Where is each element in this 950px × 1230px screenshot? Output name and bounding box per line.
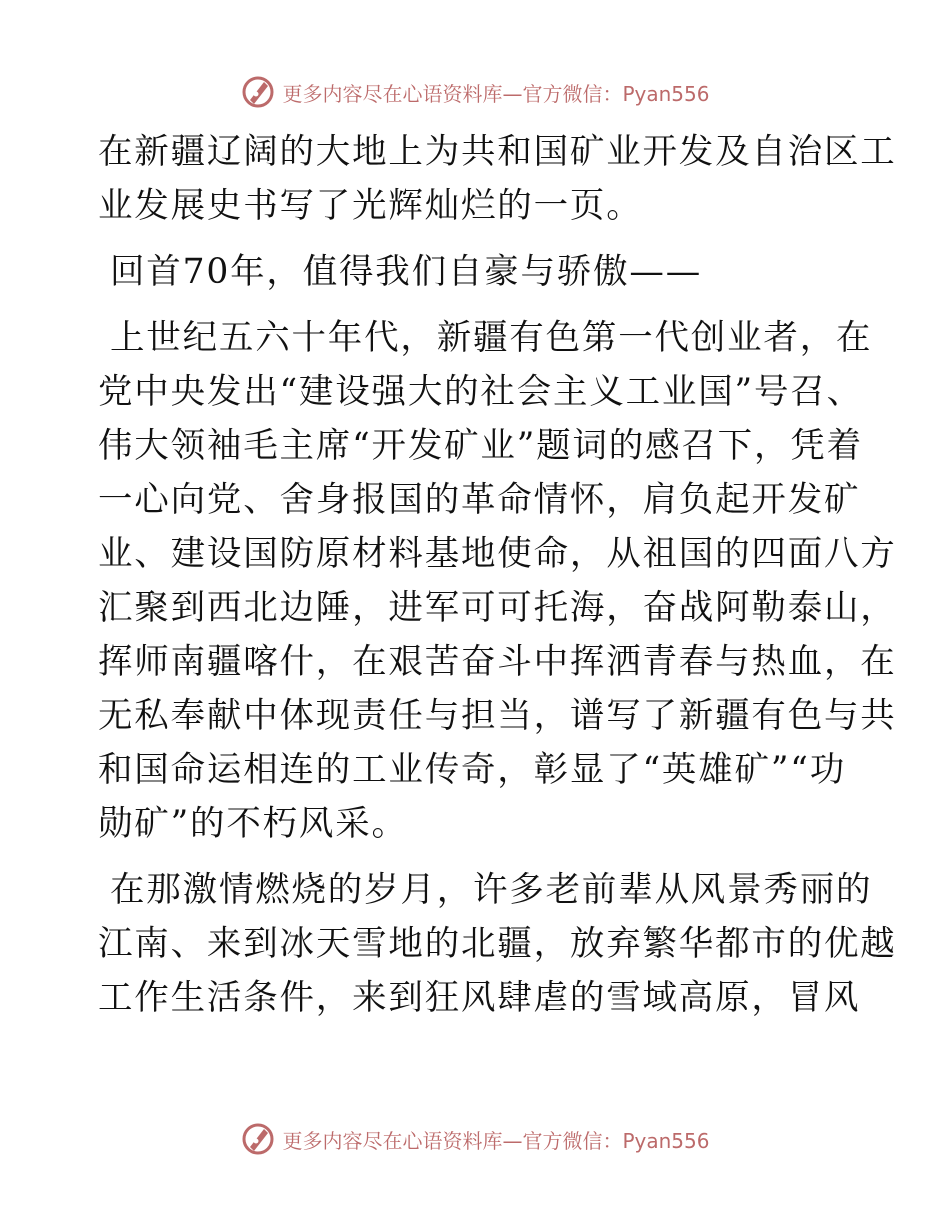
- header-watermark: [0, 70, 950, 114]
- paragraph-1: [98, 125, 897, 233]
- text-line: 汇聚到西北边陲，进军可可托海，奋战阿勒泰山，: [98, 588, 897, 628]
- paragraph-4: [98, 863, 897, 1025]
- document-body: [98, 125, 897, 1037]
- footer-watermark: [0, 1117, 950, 1161]
- text-line: 在新疆辽阔的大地上为共和国矿业开发及自治区工: [98, 132, 897, 172]
- text-line: 业、建设国防原材料基地使命，从祖国的四面八方: [98, 534, 897, 574]
- text-line: 伟大领袖毛主席“开发矿业”题词的感召下，凭着: [98, 426, 863, 466]
- text-line: 勋矿”的不朽风采。: [98, 804, 408, 844]
- text-line: 一心向党、舍身报国的革命情怀，肩负起开发矿: [98, 480, 861, 520]
- text-line: 挥师南疆喀什，在艰苦奋斗中挥洒青春与热血，在: [98, 642, 897, 682]
- text-line: 党中央发出“建设强大的社会主义工业国”号召、: [98, 372, 863, 412]
- paragraph-3: [98, 311, 897, 851]
- text-line: 工作生活条件，来到狂风肆虐的雪域高原，冒风: [98, 978, 861, 1018]
- text-line: 无私奉献中体现责任与担当，谱写了新疆有色与共: [98, 696, 897, 736]
- text-line: 在那激情燃烧的岁月，许多老前辈从风景秀丽的: [110, 870, 873, 910]
- text-line: 上世纪五六十年代，新疆有色第一代创业者，在: [110, 318, 873, 358]
- text-line: 江南、来到冰天雪地的北疆，放弃繁华都市的优越: [98, 924, 897, 964]
- watermark-text: 更多内容尽在心语资料库—官方微信：Pyan556: [282, 1128, 710, 1153]
- text-line: 回首70年，值得我们自豪与骄傲——: [110, 252, 702, 292]
- paragraph-2: [98, 245, 858, 299]
- pen-logo-icon: [240, 1121, 276, 1157]
- pen-logo-icon: [240, 74, 276, 110]
- text-line: 和国命运相连的工业传奇，彰显了“英雄矿”“功: [98, 750, 847, 790]
- watermark-text: 更多内容尽在心语资料库—官方微信：Pyan556: [282, 81, 710, 106]
- text-line: 业发展史书写了光辉灿烂的一页。: [98, 186, 643, 226]
